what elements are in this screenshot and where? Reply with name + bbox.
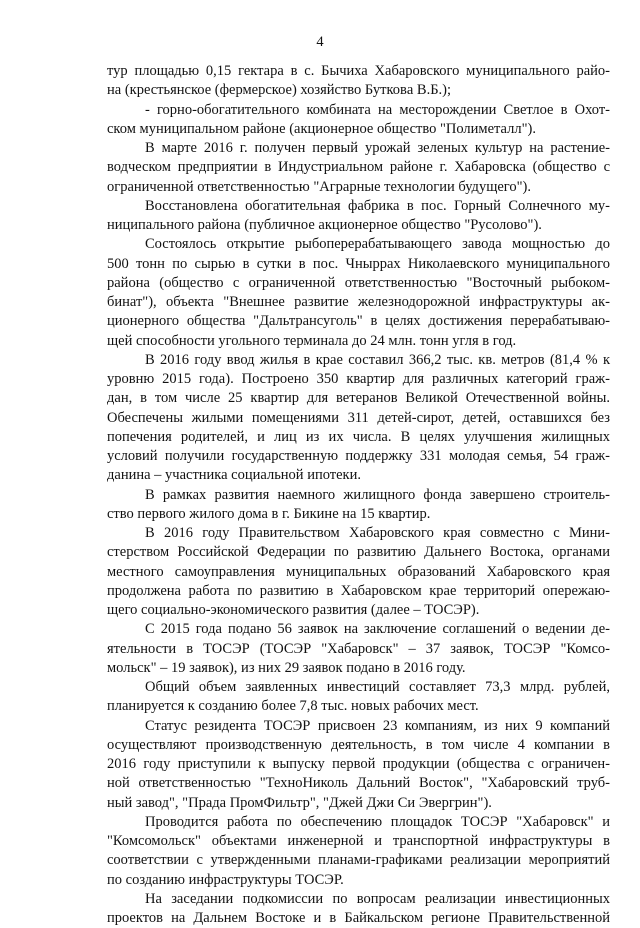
text-line: района (общество с ограниченной ответственностью "Восточный рыбоком- (107, 274, 610, 291)
text-line: продолжена работа по развитию в Хабаровском крае территорий опережаю- (107, 582, 610, 599)
text-line: С 2015 года подано 56 заявок на заключение соглашений о ведении де- (145, 621, 610, 638)
text-line: бинат"), объекта "Внешнее развитие железнодорожной инфраструктуры ак- (107, 294, 610, 310)
text-line: Статус резидента ТОСЭР присвоен 23 компаниям, из них 9 компаний (145, 717, 610, 734)
text-line: щей способности угольного терминала до 24 млн. тонн угля в год. (107, 332, 517, 349)
text-line: дан, в том числе 25 квартир для ветеранов Великой Отечественной войны. (107, 390, 610, 407)
text-line: 2016 году приступили к выпуску первой продукции (общества с ограничен- (107, 756, 610, 772)
text-line: В 2016 году ввод жилья в крае составил 366,2 тыс. кв. метров (81,4 % к (145, 351, 610, 368)
text-line: осуществляют производственную деятельность, в том числе 4 компании в (107, 736, 610, 753)
text-line: мольск" – 19 заявок), из них 29 заявок подано в 2016 году. (107, 659, 466, 676)
text-line: Проводится работа по обеспечению площадок ТОСЭР "Хабаровск" и (145, 813, 610, 830)
text-line: В марте 2016 г. получен первый урожай зеленых культур на растение- (145, 140, 610, 156)
page-number: 4 (316, 34, 324, 50)
text-line: ство первого жилого дома в г. Бикине на 15 квартир. (107, 505, 431, 522)
text-line: 500 тонн по сырью в сутки в пос. Чныррах Николаевского муниципального (107, 255, 610, 272)
text-line: В рамках развития наемного жилищного фонда завершено строитель- (145, 486, 610, 503)
text-line: ском муниципальном районе (акционерное общество "Полиметалл"). (107, 120, 536, 137)
text-line: ной ответственностью "ТехноНиколь Дальний Восток", "Хабаровский труб- (107, 775, 610, 792)
text-line: ционерного общества "Дальтрансуголь" в целях достижения перерабатываю- (107, 313, 610, 330)
text-line: ниципального района (публичное акционерное общество "Русолово"). (107, 217, 542, 233)
text-line: Состоялось открытие рыбоперерабатывающего завода мощностью до (145, 236, 610, 253)
text-line: соответствии с утвержденными планами-графиками реализации мероприятий (107, 852, 610, 869)
text-line: В 2016 году Правительством Хабаровского края совместно с Мини- (145, 525, 610, 541)
text-line: Обеспечены жилыми помещениями 311 детей-сирот, детей, оставшихся без (107, 409, 610, 426)
text-line: попечения родителей, и лиц из их числа. В целях улучшения жилищных (107, 428, 610, 445)
body-text (107, 62, 610, 928)
text-line: - горно-обогатительного комбината на месторождении Светлое в Охот- (145, 101, 610, 118)
text-line: уровню 2015 года). Построено 350 квартир для различных категорий граж- (107, 371, 610, 387)
text-line: данина – участника социальной ипотеки. (107, 467, 361, 484)
text-line: стерством Российской Федерации по развитию Дальнего Востока, органами (107, 544, 610, 561)
text-line: по созданию инфраструктуры ТОСЭР. (107, 871, 344, 888)
text-line: местного самоуправления муниципальных образований Хабаровского края (107, 563, 610, 580)
text-line: "Комсомольск" объектами инженерной и транспортной инфраструктуры в (107, 833, 610, 849)
text-line: Восстановлена обогатительная фабрика в пос. Горный Солнечного му- (145, 197, 610, 214)
text-line: тур площадью 0,15 гектара в с. Бычиха Хабаровского муниципального райо- (107, 63, 610, 79)
text-line: ятельности в ТОСЭР (ТОСЭР "Хабаровск" – 37 заявок, ТОСЭР "Комсо- (107, 640, 610, 657)
text-line: ный завод", "Прада ПромФильтр", "Джей Джи Си Эвергрин"). (107, 794, 492, 811)
text-line: На заседании подкомиссии по вопросам реализации инвестиционных (145, 890, 610, 907)
text-line: условий получили государственную поддержку 331 молодая семья, 54 граж- (107, 448, 610, 464)
text-line: проектов на Дальнем Востоке и в Байкальском регионе Правительственной (107, 910, 610, 926)
text-line: водческом предприятии в Индустриальном районе г. Хабаровска (общество с (107, 159, 610, 176)
text-line: на (крестьянское (фермерское) хозяйство Бутковa В.Б.); (107, 82, 452, 99)
text-line: планируется к созданию более 7,8 тыс. новых рабочих мест. (107, 698, 479, 715)
text-line: Общий объем заявленных инвестиций составляет 73,3 млрд. рублей, (145, 679, 610, 695)
text-line: ограниченной ответственностью "Аграрные технологии будущего"). (107, 178, 531, 195)
text-line: щего социально-экономического развития (далее – ТОСЭР). (107, 602, 480, 618)
